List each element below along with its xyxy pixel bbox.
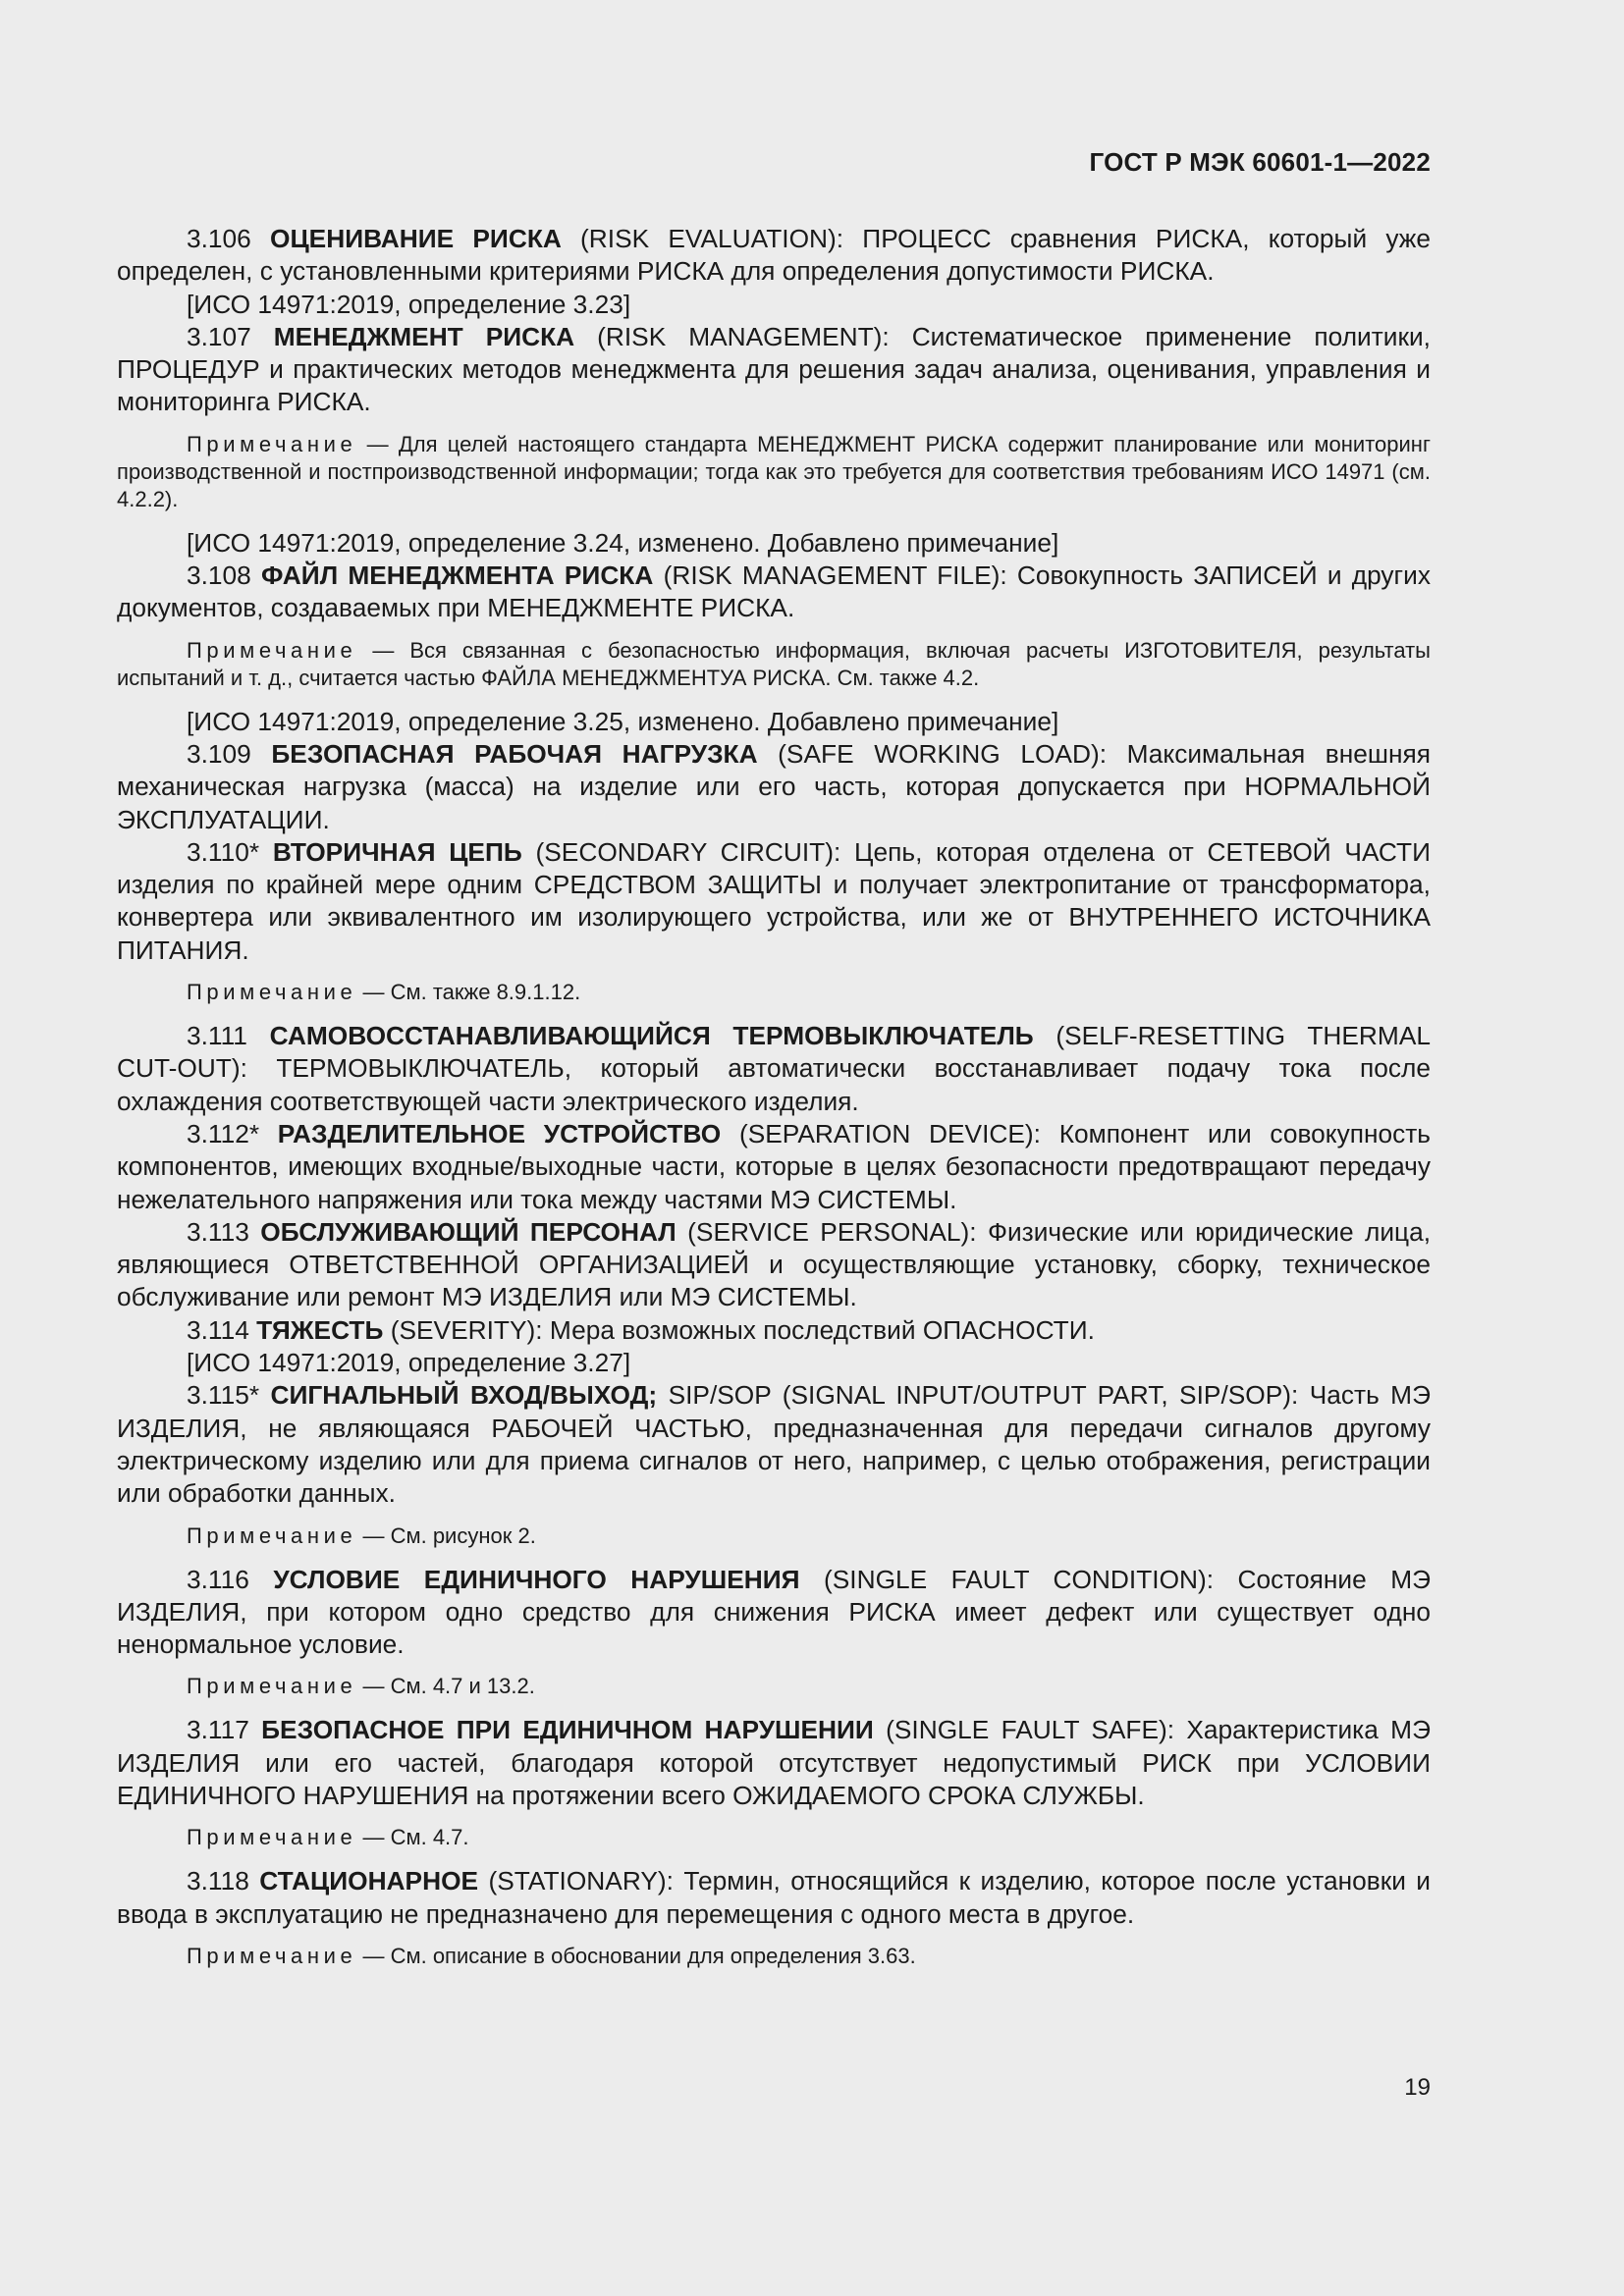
source-reference: [ИСО 14971:2019, определение 3.25, изменено. Добавлено примечание] bbox=[187, 706, 1059, 736]
note: Примечание — См. 4.7 и 13.2. bbox=[187, 1674, 535, 1699]
source-reference: [ИСО 14971:2019, определение 3.27] bbox=[187, 1348, 631, 1378]
note: Примечание — Вся связанная с безопасностью информация, включая расчеты ИЗГОТОВИТЕЛЯ, результаты испытаний и т. д., считается частью ФАЙЛА МЕНЕДЖМЕНТУА РИСКА. См. также 4.2. bbox=[117, 637, 1431, 690]
definition-3-106: 3.106 ОЦЕНИВАНИЕ РИСКА (RISK EVALUATION): ПРОЦЕСС сравнения РИСКА, который уже определен, с установленными критериями РИСКА для определения допустимости РИСКА. bbox=[117, 224, 1431, 287]
definition-3-112: 3.112* РАЗДЕЛИТЕЛЬНОЕ УСТРОЙСТВО (SEPARATION DEVICE): Компонент или совокупность компонентов, имеющих входные/выходные части, которые в целях безопасности предотвращают передачу нежелательного напряжения или тока между частями МЭ СИСТЕМЫ. bbox=[117, 1118, 1432, 1214]
definition-3-109: 3.109 БЕЗОПАСНАЯ РАБОЧАЯ НАГРУЗКА (SAFE WORKING LOAD): Максимальная внешняя механическая нагрузка (масса) на изделие или его часть, которая допускается при НОРМАЛЬНОЙ ЭКСПЛУАТАЦИИ. bbox=[117, 738, 1431, 834]
note: Примечание — См. описание в обосновании для определения 3.63. bbox=[187, 1943, 916, 1968]
definition-3-107: 3.107 МЕНЕДЖМЕНТ РИСКА (RISK MANAGEMENT): Систематическое применение политики, ПРОЦЕДУР и практических методов менеджмента для решения задач анализа, оценивания, управления и мониторинга РИСКА. bbox=[117, 321, 1431, 417]
term: СИГНАЛЬНЫЙ ВХОД/ВЫХОД; bbox=[270, 1380, 658, 1411]
source-reference: [ИСО 14971:2019, определение 3.24, изменено. Добавлено примечание] bbox=[187, 527, 1059, 558]
term: МЕНЕДЖМЕНТ РИСКА bbox=[273, 321, 575, 351]
note: Примечание — См. также 8.9.1.12. bbox=[187, 980, 581, 1005]
page-number: 19 bbox=[1404, 2074, 1431, 2101]
definition-3-108: 3.108 ФАЙЛ МЕНЕДЖМЕНТА РИСКА (RISK MANAGEMENT FILE): Совокупность ЗАПИСЕЙ и других документов, создаваемых при МЕНЕДЖМЕНТЕ РИСКА. bbox=[117, 561, 1431, 623]
term: БЕЗОПАСНОЕ ПРИ ЕДИНИЧНОМ НАРУШЕНИИ bbox=[261, 1715, 874, 1745]
definition-3-113: 3.113 ОБСЛУЖИВАЮЩИЙ ПЕРСОНАЛ (SERVICE PERSONAL): Физические или юридические лица, являющиеся ОТВЕТСТВЕННОЙ ОРГАНИЗАЦИЕЙ и осуществляющие установку, сборку, техническое обслуживание или ремонт МЭ ИЗДЕЛИЯ или МЭ СИСТЕМЫ. bbox=[117, 1216, 1431, 1312]
source-reference: [ИСО 14971:2019, определение 3.23] bbox=[187, 289, 631, 319]
term: ОЦЕНИВАНИЕ РИСКА bbox=[270, 224, 562, 253]
definition-3-117: 3.117 БЕЗОПАСНОЕ ПРИ ЕДИНИЧНОМ НАРУШЕНИИ (SINGLE FAULT SAFE): Характеристика МЭ ИЗДЕЛИЯ или его частей, благодаря которой отсутствует недопустимый РИСК при УСЛОВИИ ЕДИНИЧНОГО НАРУШЕНИЯ на протяжении всего ОЖИДАЕМОГО СРОКА СЛУЖБЫ. bbox=[117, 1715, 1431, 1810]
term: ФАЙЛ МЕНЕДЖМЕНТА РИСКА bbox=[261, 561, 654, 591]
term: ТЯЖЕСТЬ bbox=[256, 1314, 384, 1345]
note-label: Примечание bbox=[187, 1522, 357, 1548]
term: ВТОРИЧНАЯ ЦЕПЬ bbox=[272, 836, 522, 867]
definition-3-110: 3.110* ВТОРИЧНАЯ ЦЕПЬ (SECONDARY CIRCUIT): Цепь, которая отделена от СЕТЕВОЙ ЧАСТИ изделия по крайней мере одним СРЕДСТВОМ ЗАЩИТЫ и получает электропитание от трансформатора, конвертера или эквивалентного им изолирующего устройства, или же от ВНУТРЕННЕГО ИСТОЧНИКА ПИТАНИЯ. bbox=[117, 836, 1431, 965]
definition-3-111: 3.111 САМОВОССТАНАВЛИВАЮЩИЙСЯ ТЕРМОВЫКЛЮЧАТЕЛЬ (SELF-RESETTING THERMAL CUT-OUT): ТЕРМОВЫКЛЮЧАТЕЛЬ, который автоматически восстанавливает подачу тока после охлаждения соответствующей части электрического изделия. bbox=[117, 1021, 1431, 1116]
definition-3-114: 3.114 ТЯЖЕСТЬ (SEVERITY): Мера возможных последствий ОПАСНОСТИ. bbox=[187, 1314, 1095, 1345]
note-label: Примечание bbox=[187, 980, 357, 1005]
note-label: Примечание bbox=[187, 1825, 357, 1850]
note-label: Примечание bbox=[187, 637, 357, 663]
note: Примечание — См. рисунок 2. bbox=[187, 1522, 536, 1548]
note-label: Примечание bbox=[187, 1943, 357, 1968]
note-label: Примечание bbox=[187, 1674, 357, 1699]
term: БЕЗОПАСНАЯ РАБОЧАЯ НАГРУЗКА bbox=[271, 738, 758, 769]
term: СТАЦИОНАРНОЕ bbox=[259, 1866, 479, 1896]
note: Примечание — Для целей настоящего стандарта МЕНЕДЖМЕНТ РИСКА содержит планирование или мониторинг производственной и постпроизводственной информации; тогда как это требуется для соответствия требованиям ИСО 14971 (см. 4.2.2). bbox=[117, 431, 1431, 511]
term: УСЛОВИЕ ЕДИНИЧНОГО НАРУШЕНИЯ bbox=[273, 1564, 800, 1594]
document-header: ГОСТ Р МЭК 60601-1—2022 bbox=[1089, 147, 1431, 177]
definition-3-115: 3.115* СИГНАЛЬНЫЙ ВХОД/ВЫХОД; SIP/SOP (SIGNAL INPUT/OUTPUT PART, SIP/SOP): Часть МЭ ИЗДЕЛИЯ, не являющаяся РАБОЧЕЙ ЧАСТЬЮ, предназначенная для передачи сигналов другому электрическому изделию или для приема сигналов от него, например, с целью отображения, регистрации или обработки данных. bbox=[117, 1380, 1431, 1509]
term: РАЗДЕЛИТЕЛЬНОЕ УСТРОЙСТВО bbox=[277, 1118, 722, 1148]
definition-3-116: 3.116 УСЛОВИЕ ЕДИНИЧНОГО НАРУШЕНИЯ (SINGLE FAULT CONDITION): Состояние МЭ ИЗДЕЛИЯ, при котором одно средство для снижения РИСКА имеет дефект или существует одно ненормальное условие. bbox=[117, 1564, 1431, 1660]
note: Примечание — См. 4.7. bbox=[187, 1825, 469, 1850]
definition-3-118: 3.118 СТАЦИОНАРНОЕ (STATIONARY): Термин, относящийся к изделию, которое после установки и ввода в эксплуатацию не предназначено для перемещения с одного места в другое. bbox=[117, 1866, 1431, 1929]
page-content bbox=[117, 223, 1431, 1984]
term: ОБСЛУЖИВАЮЩИЙ ПЕРСОНАЛ bbox=[260, 1216, 677, 1247]
note-label: Примечание bbox=[187, 431, 357, 456]
term: САМОВОССТАНАВЛИВАЮЩИЙСЯ ТЕРМОВЫКЛЮЧАТЕЛЬ bbox=[269, 1021, 1034, 1051]
